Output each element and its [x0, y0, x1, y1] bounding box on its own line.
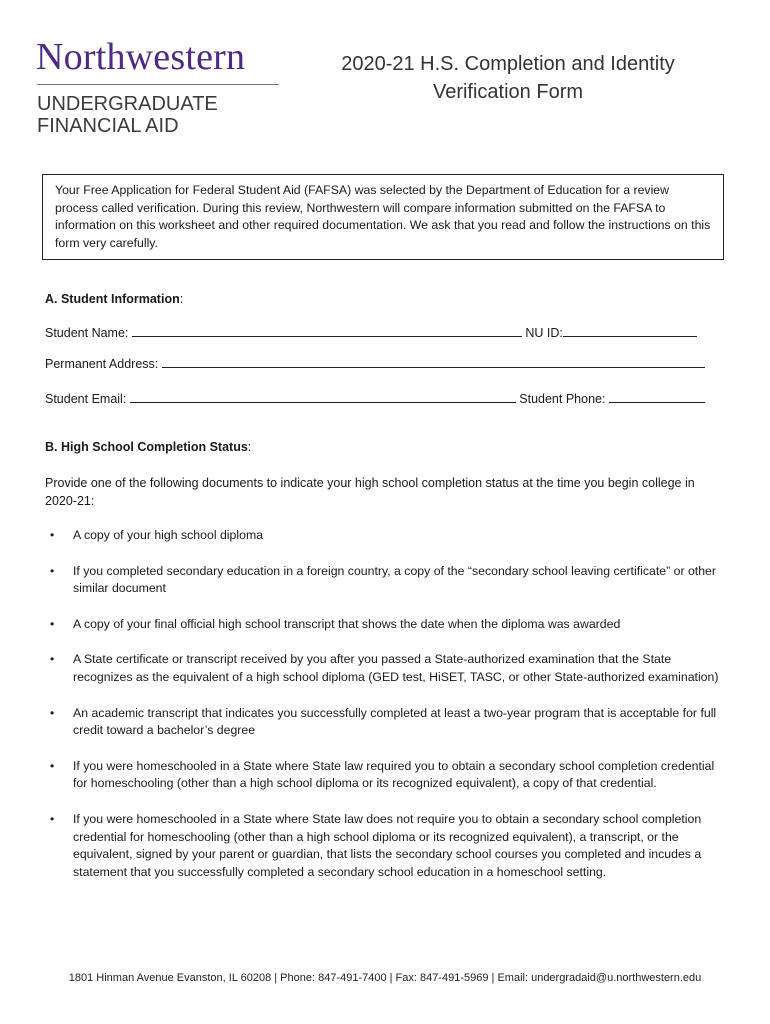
section-b-instructions: Provide one of the following documents to indicate your high school completion status at the time you begin college in 2020-21: — [45, 476, 695, 508]
student-name-label: Student Name: — [45, 326, 129, 340]
contact-footer: 1801 Hinman Avenue Evanston, IL 60208 | Phone: 847-491-7400 | Fax: 847-491-5969 | Email: undergradaid@u.northwestern.edu — [68, 972, 702, 984]
list-item — [45, 705, 725, 740]
bullet-icon: • — [50, 758, 55, 773]
permanent-address-field[interactable] — [162, 357, 705, 368]
list-item — [45, 651, 725, 686]
list-item — [45, 527, 725, 545]
student-email-label: Student Email: — [45, 392, 127, 406]
intro-text: Your Free Application for Federal Student Aid (FAFSA) was selected by the Department of Education for a review process called verification. During this review, Northwestern will compare information submitted on the FAFSA to information on this worksheet and other required documentation. We ask that you read and follow the instructions on this form very carefully. — [55, 183, 711, 250]
bullet-icon: • — [50, 652, 55, 667]
department-name — [37, 93, 277, 137]
list-item-text: An academic transcript that indicates you successfully completed at least a two-year program that is acceptable for full credit toward a bachelor’s degree — [73, 705, 717, 738]
bullet-icon: • — [50, 616, 55, 631]
section-b-heading: B. High School Completion Status: — [45, 440, 252, 454]
logo-divider — [37, 84, 279, 85]
email-phone-row — [45, 392, 705, 406]
permanent-address-label: Permanent Address: — [45, 357, 159, 371]
student-phone-label: Student Phone: — [519, 392, 606, 406]
list-item-text: A State certificate or transcript received by you after you passed a State-authorized examination that the State recognizes as the equivalent of a high school diploma (GED test, HiSET, TASC, or other State-authorized examination) — [73, 652, 719, 684]
student-phone-field[interactable] — [609, 392, 705, 403]
bullet-icon: • — [50, 811, 55, 826]
department-line-1: UNDERGRADUATE — [37, 93, 218, 115]
bullet-icon: • — [50, 705, 55, 720]
list-item-text: A copy of your high school diploma — [73, 528, 264, 542]
northwestern-logo-wordmark: Northwestern — [36, 36, 246, 78]
document-options-list — [45, 527, 725, 881]
nu-id-field[interactable] — [563, 326, 697, 337]
section-a-heading-text: A. Student Information — [45, 292, 180, 306]
address-row — [45, 357, 705, 371]
bullet-icon: • — [50, 528, 55, 542]
intro-notice-box — [42, 174, 724, 260]
department-line-2: FINANCIAL AID — [37, 115, 179, 137]
student-name-row — [45, 326, 697, 340]
list-item — [45, 616, 725, 634]
student-email-field[interactable] — [130, 392, 516, 403]
section-b-heading-text: B. High School Completion Status — [45, 440, 248, 454]
bullet-icon: • — [50, 563, 55, 578]
section-a-heading: A. Student Information: — [45, 292, 184, 306]
form-title: 2020-21 H.S. Completion and Identity Verification Form — [341, 53, 675, 103]
list-item-text: A copy of your final official high school transcript that shows the date when the diploma was awarded — [73, 616, 621, 631]
list-item-text: If you were homeschooled in a State where State law does not require you to obtain a secondary school completion credential for homeschooling (other than a high school diploma or its recognized equivalent), a transcript, or the equivalent, signed by your parent or guardian, that lists the secondary school courses you completed and incudes a statement that you successfully completed a secondary school education in a homeschool setting. — [73, 811, 702, 879]
list-item — [45, 758, 725, 793]
student-name-field[interactable] — [132, 326, 522, 337]
list-item-text: If you were homeschooled in a State where State law required you to obtain a secondary school completion credential for homeschooling (other than a high school diploma or its recognized equivalent), a copy of that credential. — [73, 758, 715, 791]
nu-id-label: NU ID: — [525, 326, 563, 340]
list-item — [45, 563, 725, 598]
list-item — [45, 811, 725, 881]
list-item-text: If you completed secondary education in a foreign country, a copy of the “secondary school leaving certificate” or other similar document — [73, 563, 716, 596]
